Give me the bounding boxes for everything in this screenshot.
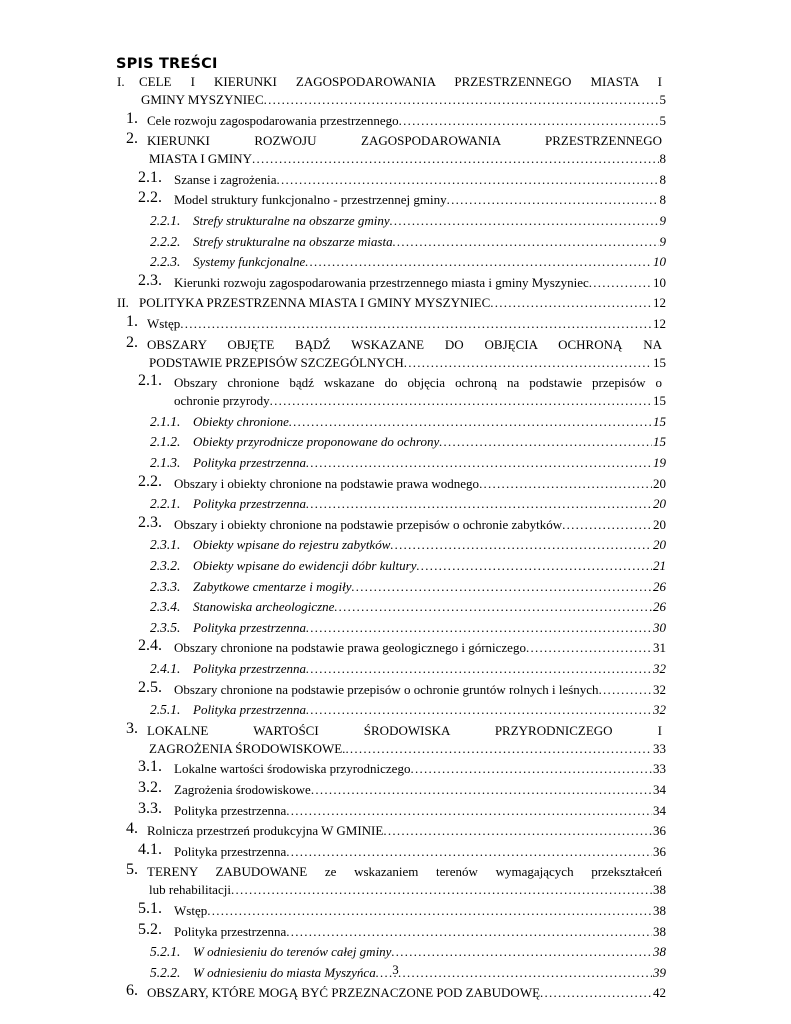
toc-entry-number: 3.2.: [138, 779, 162, 796]
toc-entry-page: 15: [653, 413, 666, 429]
toc-entry-title: OBSZARY OBJĘTE BĄDŹ WSKAZANE DO OBJĘCIA OCHRONĄ NA: [147, 336, 662, 352]
toc-entry-page: 20: [653, 516, 666, 532]
toc-entry-title: Model struktury funkcjonalno - przestrzennej gminy: [174, 192, 447, 208]
toc-entry-page: 8: [659, 171, 666, 187]
toc-entry-number: 4.1.: [138, 840, 162, 858]
toc-entry-number: 2.2.: [138, 189, 162, 207]
toc-entry-title: CELE I KIERUNKI ZAGOSPODAROWANIA PRZESTRZENNEGO MIASTA I: [139, 74, 662, 89]
toc-entry-title: GMINY MYSZYNIEC: [141, 92, 264, 107]
toc-entry-title: Obiekty wpisane do rejestru zabytków: [193, 537, 391, 553]
dot-leader: [252, 151, 659, 167]
dot-leader: [383, 823, 652, 839]
toc-entry-number: 2.3.5.: [150, 619, 181, 635]
dot-leader: [231, 882, 652, 898]
toc-entry-title: Zagrożenia środowiskowe: [174, 782, 311, 797]
toc-entry-title: Obiekty wpisane do ewidencji dóbr kultury: [193, 558, 417, 573]
dot-leader: [526, 640, 652, 656]
toc-entry-number: 5.2.2.: [150, 964, 181, 980]
toc-entry-page: 36: [653, 823, 666, 839]
toc-entry-number: 5.2.1.: [150, 944, 181, 960]
toc-entry-number: 6.: [126, 982, 138, 1000]
toc-entry-title: Obszary chronione na podstawie przepisów o ochronie gruntów rolnych i leśnych: [174, 681, 599, 697]
toc-entry-page: 9: [659, 233, 666, 249]
toc-entry-title: LOKALNE WARTOŚCI ŚRODOWISKA PRZYRODNICZEGO I: [147, 722, 662, 738]
toc-entry-number: 2.3.3.: [150, 578, 181, 594]
toc-entry-page: 5: [659, 92, 666, 107]
dot-leader: [390, 213, 659, 229]
dot-leader: [306, 620, 652, 636]
toc-entry-number: 2.: [126, 130, 138, 148]
toc-entry-title: Polityka przestrzenna: [193, 619, 307, 635]
toc-entry-number: 3.1.: [138, 758, 162, 776]
toc-entry-page: 39: [653, 964, 666, 980]
toc-entry-page: 42: [653, 985, 666, 1001]
dot-leader: [270, 393, 652, 409]
dot-leader: [286, 803, 652, 819]
toc-entry-title: Polityka przestrzenna: [174, 802, 287, 818]
toc-entry-title: POLITYKA PRZESTRZENNA MIASTA I GMINY MYSZYNIEC: [139, 295, 491, 311]
toc-entry-number: 2.3.: [138, 513, 162, 531]
dot-leader: [286, 924, 652, 940]
toc-entry-title: Stanowiska archeologiczne: [193, 599, 335, 615]
toc-entry-title: Zabytkowe cmentarze i mogiły: [193, 578, 352, 594]
toc-entry-number: 2.3.4.: [150, 599, 181, 615]
toc-entry-page: 20: [653, 537, 666, 553]
dot-leader: [391, 944, 652, 960]
toc-entry-number: 4.: [126, 820, 138, 838]
dot-leader: [306, 496, 652, 512]
toc-entry-title: W odniesieniu do miasta Myszyńca: [193, 964, 376, 980]
toc-entry-number: 2.5.1.: [150, 702, 181, 718]
toc-entry-number: 3.: [126, 719, 138, 737]
toc-entry-page: 32: [653, 661, 666, 676]
toc-entry-number: 2.3.: [138, 271, 162, 289]
toc-entry-page: 15: [653, 354, 666, 370]
toc-entry-title: OBSZARY, KTÓRE MOGĄ BYĆ PRZEZNACZONE POD ZABUDOWĘ: [147, 985, 541, 1001]
toc-entry-number: II.: [117, 295, 129, 311]
toc-entry-number: 2.: [126, 333, 138, 351]
toc-entry-title: Obszary i obiekty chronione na podstawie prawa wodnego: [174, 475, 480, 491]
toc-entry-title: MIASTA I GMINY: [149, 151, 252, 167]
dot-leader: [311, 782, 652, 798]
toc-entry-title: Obiekty chronione: [193, 413, 289, 429]
toc-entry-page: 26: [653, 578, 666, 594]
dot-leader: [289, 414, 652, 430]
toc-entry-title: Polityka przestrzenna: [193, 455, 307, 470]
toc-entry-page: 34: [653, 802, 666, 818]
toc-entry-number: 2.4.: [138, 637, 162, 655]
dot-leader: [540, 985, 652, 1001]
toc-entry-title: Systemy funkcjonalne: [193, 254, 306, 270]
toc-entry-title: Szanse i zagrożenia: [174, 171, 277, 187]
toc-entry-page: 8: [659, 151, 666, 167]
toc-entry-number: 1.: [126, 313, 138, 330]
page-number: 3: [392, 962, 399, 977]
toc-entry-number: 2.3.2.: [150, 558, 181, 573]
toc-entry-number: 2.2.1.: [150, 213, 181, 228]
toc-entry-page: 38: [653, 923, 666, 939]
dot-leader: [352, 579, 653, 595]
toc-entry-title: KIERUNKI ROZWOJU ZAGOSPODAROWANIA PRZESTRZENNEGO: [147, 133, 662, 149]
toc-entry-page: 38: [653, 882, 666, 898]
dot-leader: [390, 537, 652, 553]
dot-leader: [277, 172, 659, 188]
dot-leader: [306, 661, 652, 677]
toc-entry-number: 2.1.3.: [150, 455, 181, 470]
dot-leader: [490, 295, 652, 311]
toc-entry-page: 32: [653, 702, 666, 718]
toc-entry-title: Polityka przestrzenna: [193, 661, 307, 676]
toc-entry-number: 2.3.1.: [150, 537, 181, 553]
toc-entry-title: Obszary i obiekty chronione na podstawie przepisów o ochronie zabytków: [174, 516, 563, 532]
toc-entry-page: 20: [653, 496, 666, 512]
toc-entry-page: 12: [653, 316, 666, 331]
toc-entry-title: Polityka przestrzenna: [193, 702, 307, 718]
toc-entry-number: I.: [117, 74, 125, 89]
toc-entry-title: Kierunki rozwoju zagospodarowania przestrzennego miasta i gminy Myszyniec: [174, 274, 589, 290]
toc-entry-number: 3.3.: [138, 799, 162, 817]
dot-leader: [286, 844, 652, 860]
dot-leader: [334, 599, 652, 615]
toc-entry-page: 15: [653, 393, 666, 409]
toc-entry-page: 26: [653, 599, 666, 615]
toc-entry-page: 36: [653, 843, 666, 859]
dot-leader: [306, 455, 652, 471]
toc-entry-page: 8: [659, 192, 666, 208]
dot-leader: [416, 558, 652, 574]
toc-entry-title: Cele rozwoju zagospodarowania przestrzennego: [147, 112, 399, 128]
toc-entry-title: Rolnicza przestrzeń produkcyjna W GMINIE: [147, 823, 384, 839]
toc-entry-title: TERENY ZABUDOWANE ze wskazaniem terenów wymagających przekształceń: [147, 864, 662, 880]
toc-entry-number: 5.: [126, 861, 138, 879]
toc-entry-number: 2.2.1.: [150, 496, 181, 512]
toc-entry-title: W odniesieniu do terenów całej gminy: [193, 944, 392, 960]
toc-entry-title: Obszary chronione bądź wskazane do objęcia ochroną na podstawie przepisów o: [174, 375, 662, 391]
toc-entry-page: 34: [653, 782, 666, 797]
toc-entry-title: Wstęp: [147, 316, 181, 331]
toc-entry-number: 2.4.1.: [150, 661, 181, 676]
toc-entry-title: Polityka przestrzenna: [193, 496, 307, 512]
toc-entry-page: 10: [653, 274, 666, 290]
toc-entry-title: Polityka przestrzenna: [174, 923, 287, 939]
toc-entry-page: 31: [653, 640, 666, 656]
toc-entry-page: 32: [653, 681, 666, 697]
toc-entry-page: 9: [659, 213, 666, 228]
toc-entry-number: 2.2.3.: [150, 254, 181, 270]
toc-entry-page: 12: [653, 295, 666, 311]
dot-leader: [599, 682, 652, 698]
page-title: SPIS TREŚCI: [116, 56, 218, 72]
dot-leader: [447, 192, 659, 208]
toc-entry-page: 38: [653, 903, 666, 918]
toc-entry-title: Strefy strukturalne na obszarze miasta: [193, 233, 393, 249]
dot-leader: [180, 316, 652, 332]
toc-entry-page: 10: [653, 254, 666, 270]
toc-entry-title: Obszary chronione na podstawie prawa geologicznego i górniczego: [174, 640, 526, 656]
toc-entry-page: 19: [653, 455, 666, 470]
dot-leader: [562, 517, 652, 533]
toc-entry-page: 38: [653, 944, 666, 960]
toc-entry-number: 2.1.: [138, 372, 162, 390]
toc-entry-number: 2.1.: [138, 168, 162, 186]
dot-leader: [393, 234, 659, 250]
dot-leader: [439, 434, 652, 450]
toc-entry-page: 5: [659, 112, 666, 128]
toc-entry-number: 2.2.2.: [150, 233, 181, 249]
toc-entry-title: lub rehabilitacji: [149, 882, 231, 898]
dot-leader: [305, 254, 652, 270]
toc-entry-title: Wstęp: [174, 903, 208, 918]
toc-entry-number: 2.5.: [138, 678, 162, 696]
toc-entry-number: 2.2.: [138, 472, 162, 490]
toc-entry-page: 33: [653, 740, 666, 756]
toc-entry-number: 1.: [126, 109, 138, 127]
dot-leader: [479, 476, 652, 492]
toc-entry-title: Obiekty przyrodnicze proponowane do ochrony: [193, 434, 440, 450]
toc-entry-page: 33: [653, 761, 666, 777]
toc-entry-title: ZAGROŻENIA ŚRODOWISKOWE.: [149, 740, 346, 756]
dot-leader: [264, 92, 659, 108]
toc-entry-page: 30: [653, 619, 666, 635]
toc-entry-number: 2.1.1.: [150, 413, 181, 429]
dot-leader: [404, 355, 652, 371]
dot-leader: [207, 903, 652, 919]
toc-entry-page: 20: [653, 475, 666, 491]
toc-entry-title: Polityka przestrzenna: [174, 843, 287, 859]
dot-leader: [306, 702, 652, 718]
dot-leader: [399, 113, 659, 129]
dot-leader: [589, 275, 652, 291]
toc-entry-title: Strefy strukturalne na obszarze gminy: [193, 213, 390, 228]
toc-entry-number: 5.1.: [138, 900, 162, 917]
toc-entry-title: Lokalne wartości środowiska przyrodniczego: [174, 761, 411, 777]
toc-entry-page: 15: [653, 434, 666, 450]
dot-leader: [410, 761, 652, 777]
toc-entry-title: ochronie przyrody: [174, 393, 270, 409]
toc-entry-number: 2.1.2.: [150, 434, 181, 450]
dot-leader: [345, 741, 652, 757]
toc-entry-page: 21: [653, 558, 666, 573]
toc-entry-title: PODSTAWIE PRZEPISÓW SZCZEGÓLNYCH: [149, 354, 404, 370]
toc-entry-number: 5.2.: [138, 920, 162, 938]
